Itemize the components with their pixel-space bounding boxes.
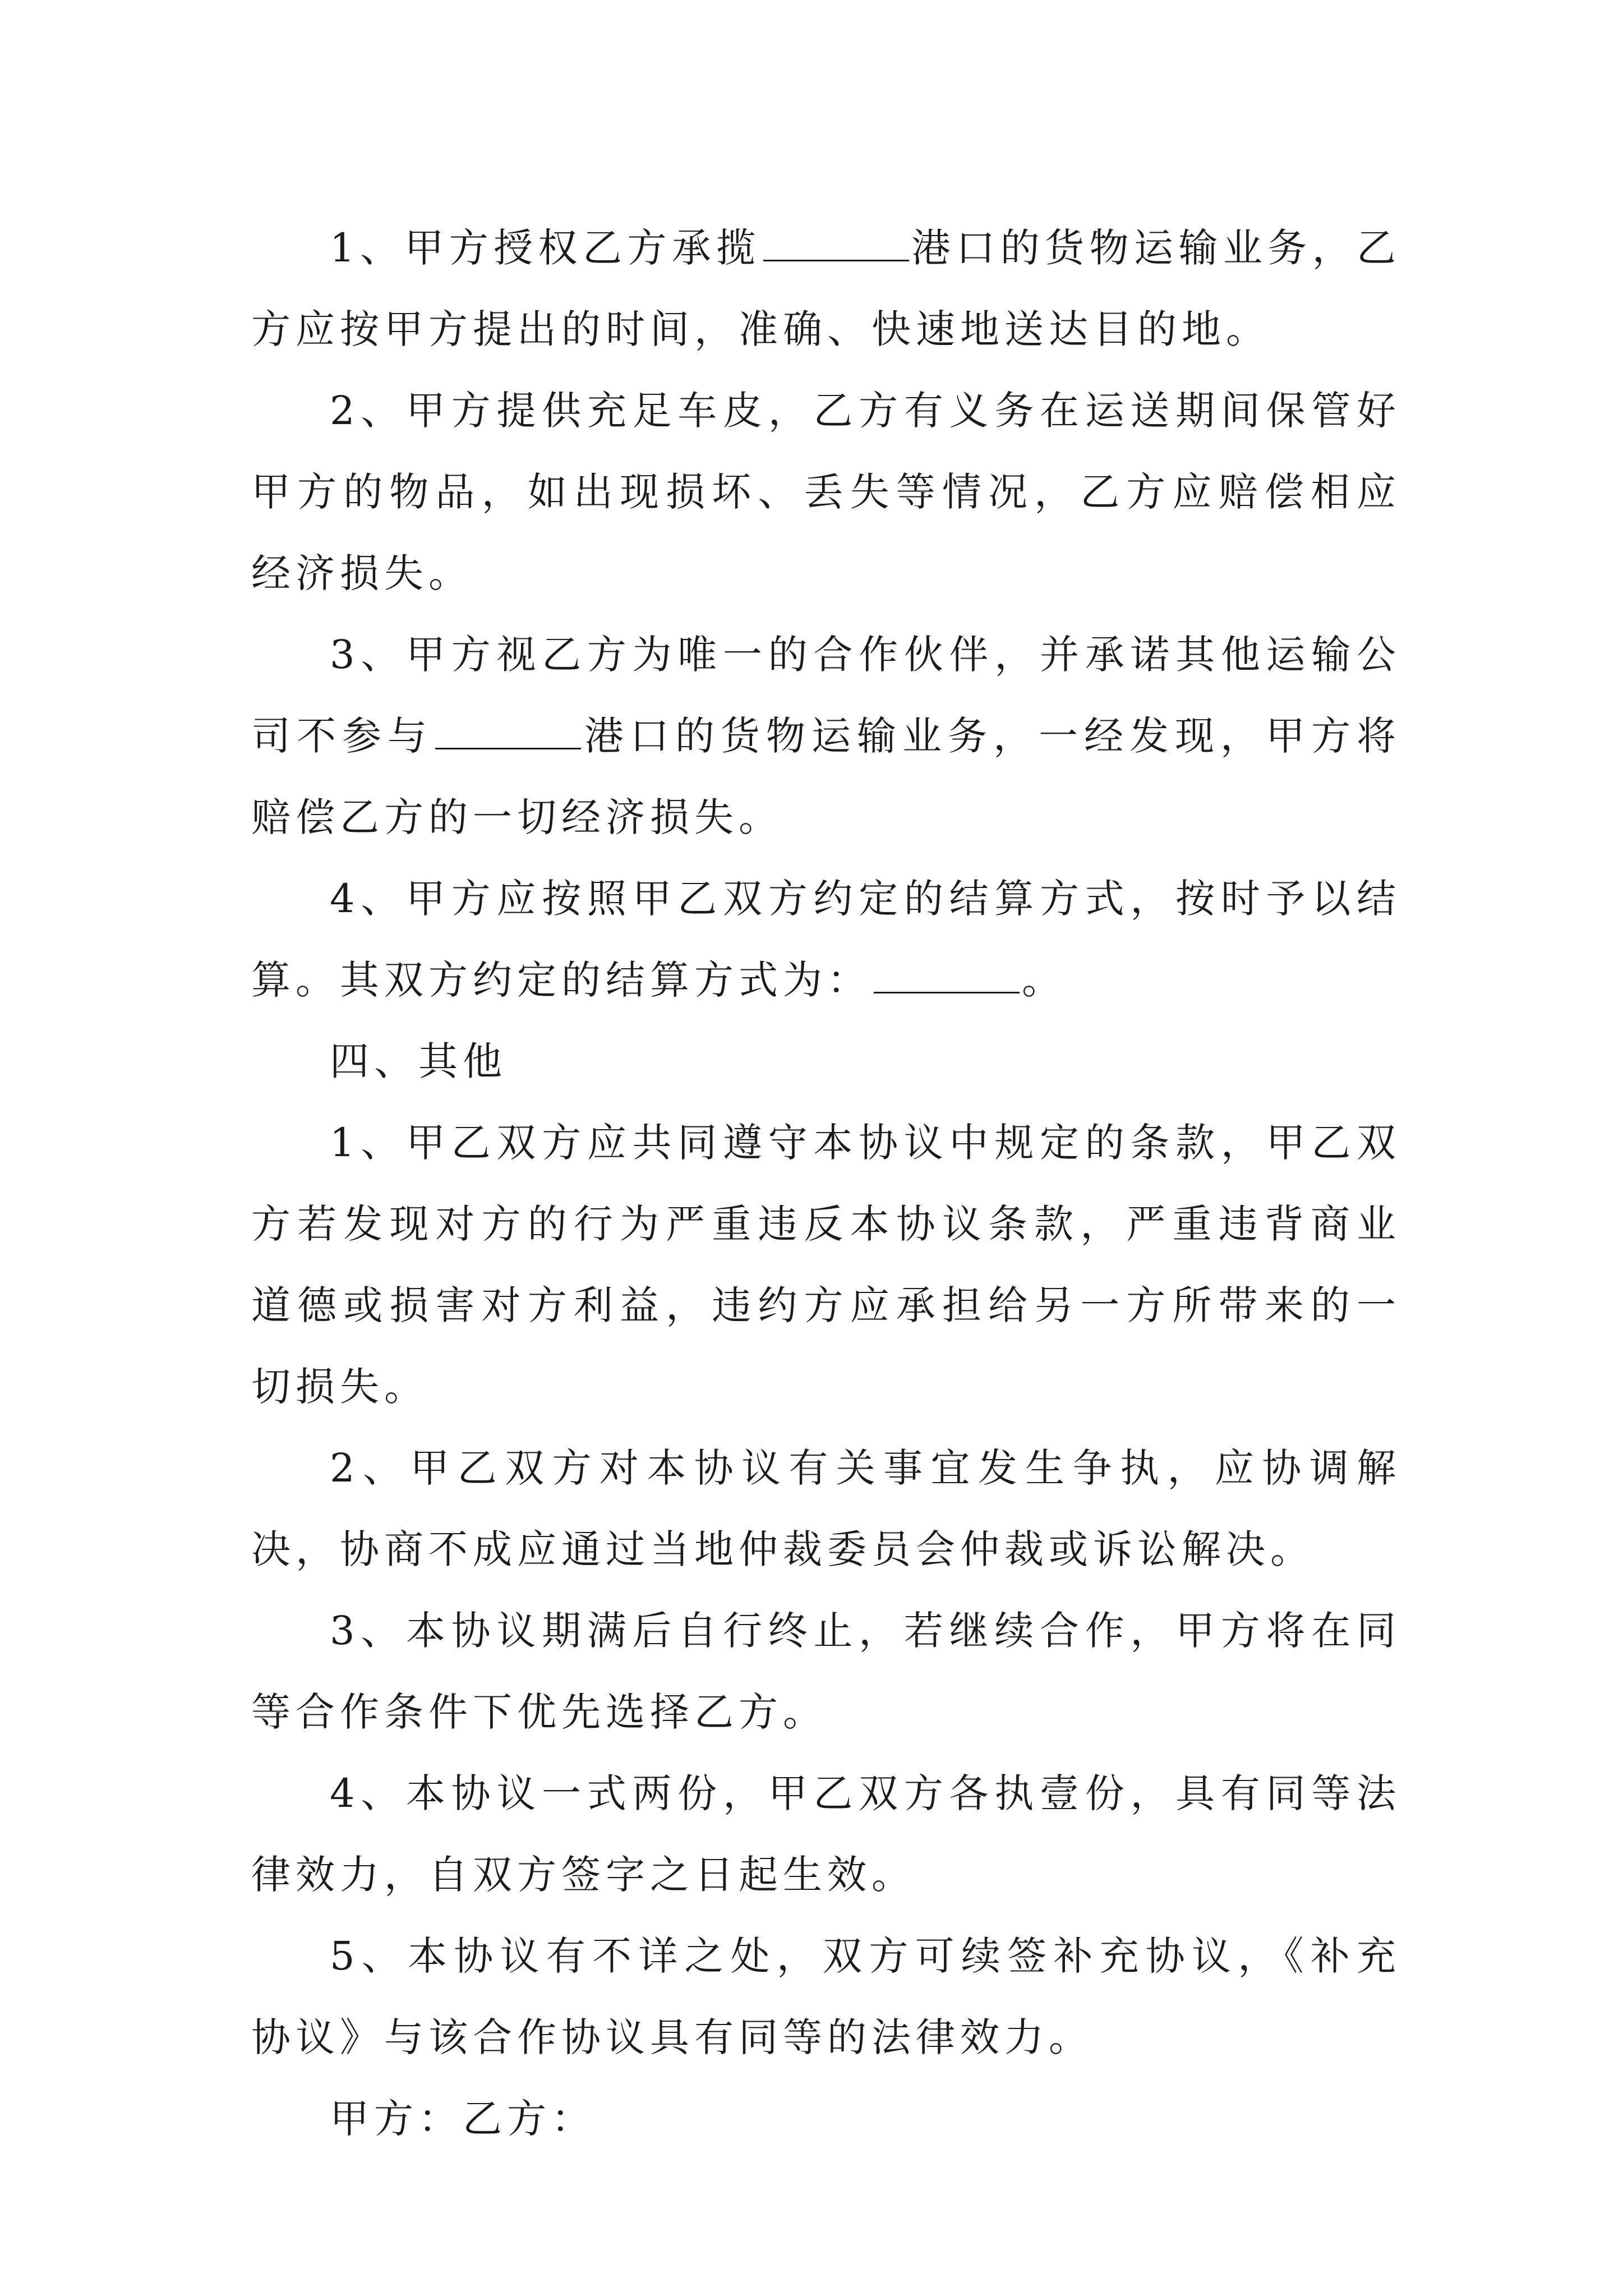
clause-text: 4、甲方应按照甲乙双方约定的结算方式，按时予以结算。其双方约定的结算方式为： — [251, 876, 1401, 1003]
signature-line — [251, 2078, 1401, 2160]
heading-text: 四、其他 — [330, 1038, 507, 1084]
clause-3-1 — [251, 208, 1401, 370]
clause-text: 。 — [1022, 957, 1066, 1003]
clause-4-1 — [251, 1102, 1401, 1428]
clause-3-2 — [251, 370, 1401, 614]
clause-4-5 — [251, 1916, 1401, 2078]
clause-text: 港口的货物运输业务，乙方应按甲方提出的时间，准确、快速地送达目的地。 — [251, 225, 1401, 352]
clause-text: 5、本协议有不详之处，双方可续签补充协议，《补充协议》与该合作协议具有同等的法律效力。 — [251, 1933, 1401, 2060]
clause-text: 1、甲乙双方应共同遵守本协议中规定的条款，甲乙双方若发现对方的行为严重违反本协议条款，严重违背商业道德或损害对方利益，违约方应承担给另一方所带来的一切损失。 — [251, 1120, 1401, 1410]
fill-in-blank[interactable] — [763, 227, 909, 261]
clause-text: 2、甲乙双方对本协议有关事宜发生争执，应协调解决，协商不成应通过当地仲裁委员会仲裁或诉讼解决。 — [251, 1445, 1401, 1572]
clause-text: 3、甲方视乙方为唯一的合作伙伴，并承诺其他运输公司不参与 — [251, 632, 1401, 759]
section-heading — [251, 1021, 1401, 1102]
clause-text: 4、本协议一式两份，甲乙双方各执壹份，具有同等法律效力，自双方签字之日起生效。 — [251, 1770, 1401, 1898]
clause-3-4 — [251, 858, 1401, 1021]
signature-text: 甲方：乙方： — [330, 2096, 596, 2142]
fill-in-blank[interactable] — [435, 715, 581, 749]
clause-text: 3、本协议期满后自行终止，若继续合作，甲方将在同等合作条件下优先选择乙方。 — [251, 1608, 1401, 1735]
clause-text: 2、甲方提供充足车皮，乙方有义务在运送期间保管好甲方的物品，如出现损坏、丢失等情况，乙方应赔偿相应经济损失。 — [251, 388, 1401, 596]
clause-3-3 — [251, 614, 1401, 858]
clause-4-2 — [251, 1428, 1401, 1590]
fill-in-blank[interactable] — [874, 959, 1020, 993]
clause-4-3 — [251, 1590, 1401, 1753]
clause-4-4 — [251, 1753, 1401, 1916]
clause-text: 1、甲方授权乙方承揽 — [330, 225, 761, 271]
document-page — [251, 208, 1401, 2160]
clause-text: 港口的货物运输业务，一经发现，甲方将赔偿乙方的一切经济损失。 — [251, 713, 1401, 840]
